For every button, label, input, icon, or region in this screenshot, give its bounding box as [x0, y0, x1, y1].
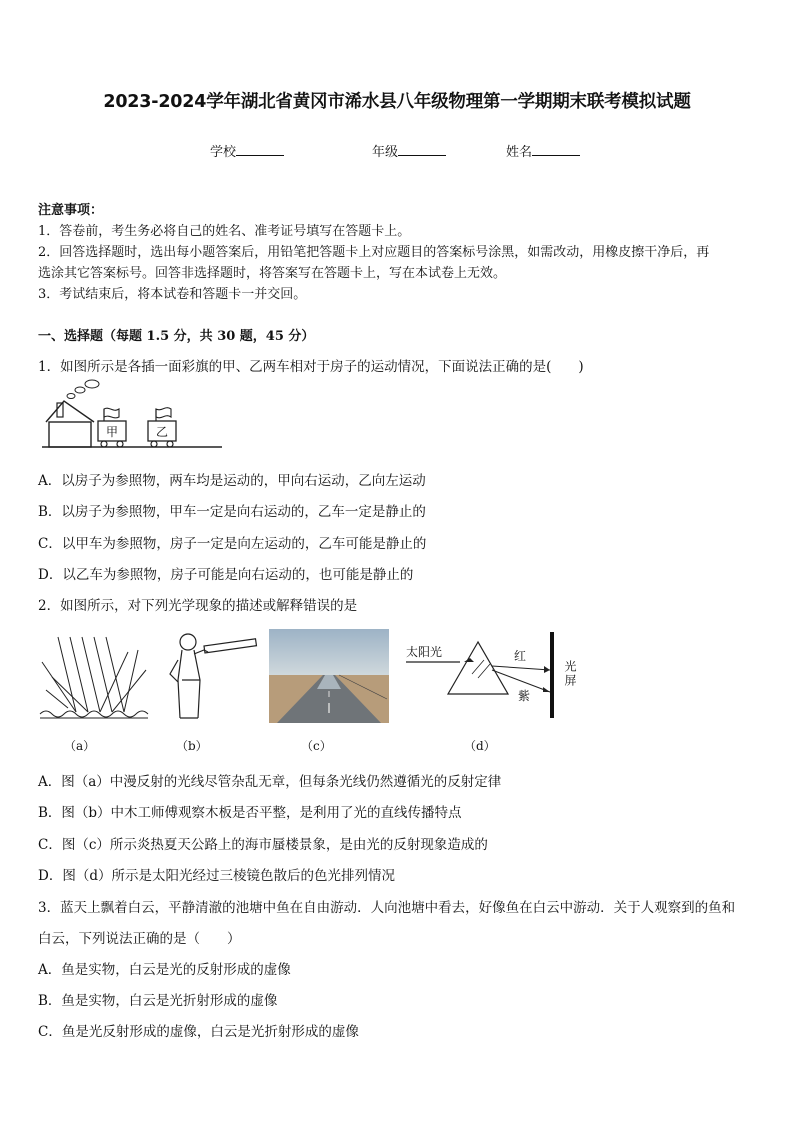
- question-1-stem: 1．如图所示是各插一面彩旗的甲、乙两车相对于房子的运动情况，下面说法正确的是( ): [38, 359, 584, 375]
- school-field[interactable]: [210, 141, 284, 160]
- screen-bar: [550, 632, 554, 718]
- page-title: 2023-2024学年湖北省黄冈市浠水县八年级物理第一学期期末联考模拟试题: [103, 92, 691, 112]
- q1-option-c[interactable]: C．以甲车为参照物，房子一定是向左运动的，乙车可能是静止的: [38, 536, 427, 552]
- q2-option-c[interactable]: C．图（c）所示炎热夏天公路上的海市蜃楼景象，是由光的反射现象造成的: [38, 837, 488, 853]
- notice-item-2-line-2: 选涂其它答案标号。回答非选择题时，将答案写在答题卡上，写在本试卷上无效。: [38, 266, 507, 281]
- sunlight-label: 太阳光: [406, 645, 443, 659]
- notice-item-3: 3．考试结束后，将本试卷和答题卡一并交回。: [38, 287, 307, 302]
- grade-label: 年级: [372, 145, 399, 160]
- question-3-stem-line-2: 白云，下列说法正确的是（ ）: [38, 931, 241, 947]
- caption-c: （c）: [301, 739, 332, 753]
- caption-b: （b）: [176, 739, 208, 753]
- diffuse-reflection-figure: [38, 632, 150, 722]
- caption-d: （d）: [464, 739, 496, 753]
- road-mirage-photo: [269, 629, 389, 723]
- question-3-stem-line-1: 3．蓝天上飘着白云，平静清澈的池塘中鱼在自由游动．人向池塘中看去，好像鱼在白云中游动．关于人观察到的鱼和: [38, 900, 736, 916]
- q2-option-a[interactable]: A．图（a）中漫反射的光线尽管杂乱无章，但每条光线仍然遵循光的反射定律: [38, 774, 502, 790]
- grade-blank[interactable]: [398, 142, 446, 156]
- notice-item-2-line-1: 2．回答选择题时，选出每小题答案后，用铅笔把答题卡上对应题目的答案标号涂黑，如需改动，用橡皮擦干净后，再: [38, 245, 710, 260]
- car-a-label: 甲: [105, 425, 119, 439]
- name-field[interactable]: [506, 141, 580, 160]
- notice-heading: 注意事项：: [38, 203, 104, 218]
- carpenter-figure: [168, 630, 260, 722]
- school-label: 学校: [210, 145, 237, 160]
- name-label: 姓名: [506, 145, 533, 160]
- purple-label: 紫: [518, 689, 531, 703]
- q1-option-d[interactable]: D．以乙车为参照物，房子可能是向右运动的，也可能是静止的: [38, 567, 414, 583]
- car-a: [98, 408, 126, 447]
- screen-label: 光屏: [563, 660, 577, 688]
- question-2-stem: 2．如图所示，对下列光学现象的描述或解释错误的是: [38, 598, 358, 614]
- q1-option-a[interactable]: A．以房子为参照物，两车均是运动的，甲向右运动，乙向左运动: [38, 473, 426, 489]
- name-blank[interactable]: [532, 142, 580, 156]
- notice-item-1: 1．答卷前，考生务必将自己的姓名、准考证号填写在答题卡上。: [38, 224, 411, 239]
- section-heading: 一、选择题（每题 1.5 分，共 30 题，45 分）: [38, 329, 315, 344]
- q3-option-b[interactable]: B．鱼是实物，白云是光折射形成的虚像: [38, 993, 278, 1009]
- q3-option-c[interactable]: C．鱼是光反射形成的虚像，白云是光折射形成的虚像: [38, 1024, 359, 1040]
- caption-a: （a）: [64, 739, 96, 753]
- red-label: 红: [514, 649, 527, 663]
- q1-option-b[interactable]: B．以房子为参照物，甲车一定是向右运动的，乙车一定是静止的: [38, 504, 426, 520]
- q2-option-b[interactable]: B．图（b）中木工师傅观察木板是否平整，是利用了光的直线传播特点: [38, 805, 462, 821]
- q3-option-a[interactable]: A．鱼是实物，白云是光的反射形成的虚像: [38, 962, 291, 978]
- car-b: [148, 408, 176, 447]
- car-b-label: 乙: [155, 425, 169, 439]
- grade-field[interactable]: [372, 141, 446, 160]
- school-blank[interactable]: [236, 142, 284, 156]
- q2-option-d[interactable]: D．图（d）所示是太阳光经过三棱镜色散后的色光排列情况: [38, 868, 395, 884]
- house-and-cars-figure: [40, 377, 230, 452]
